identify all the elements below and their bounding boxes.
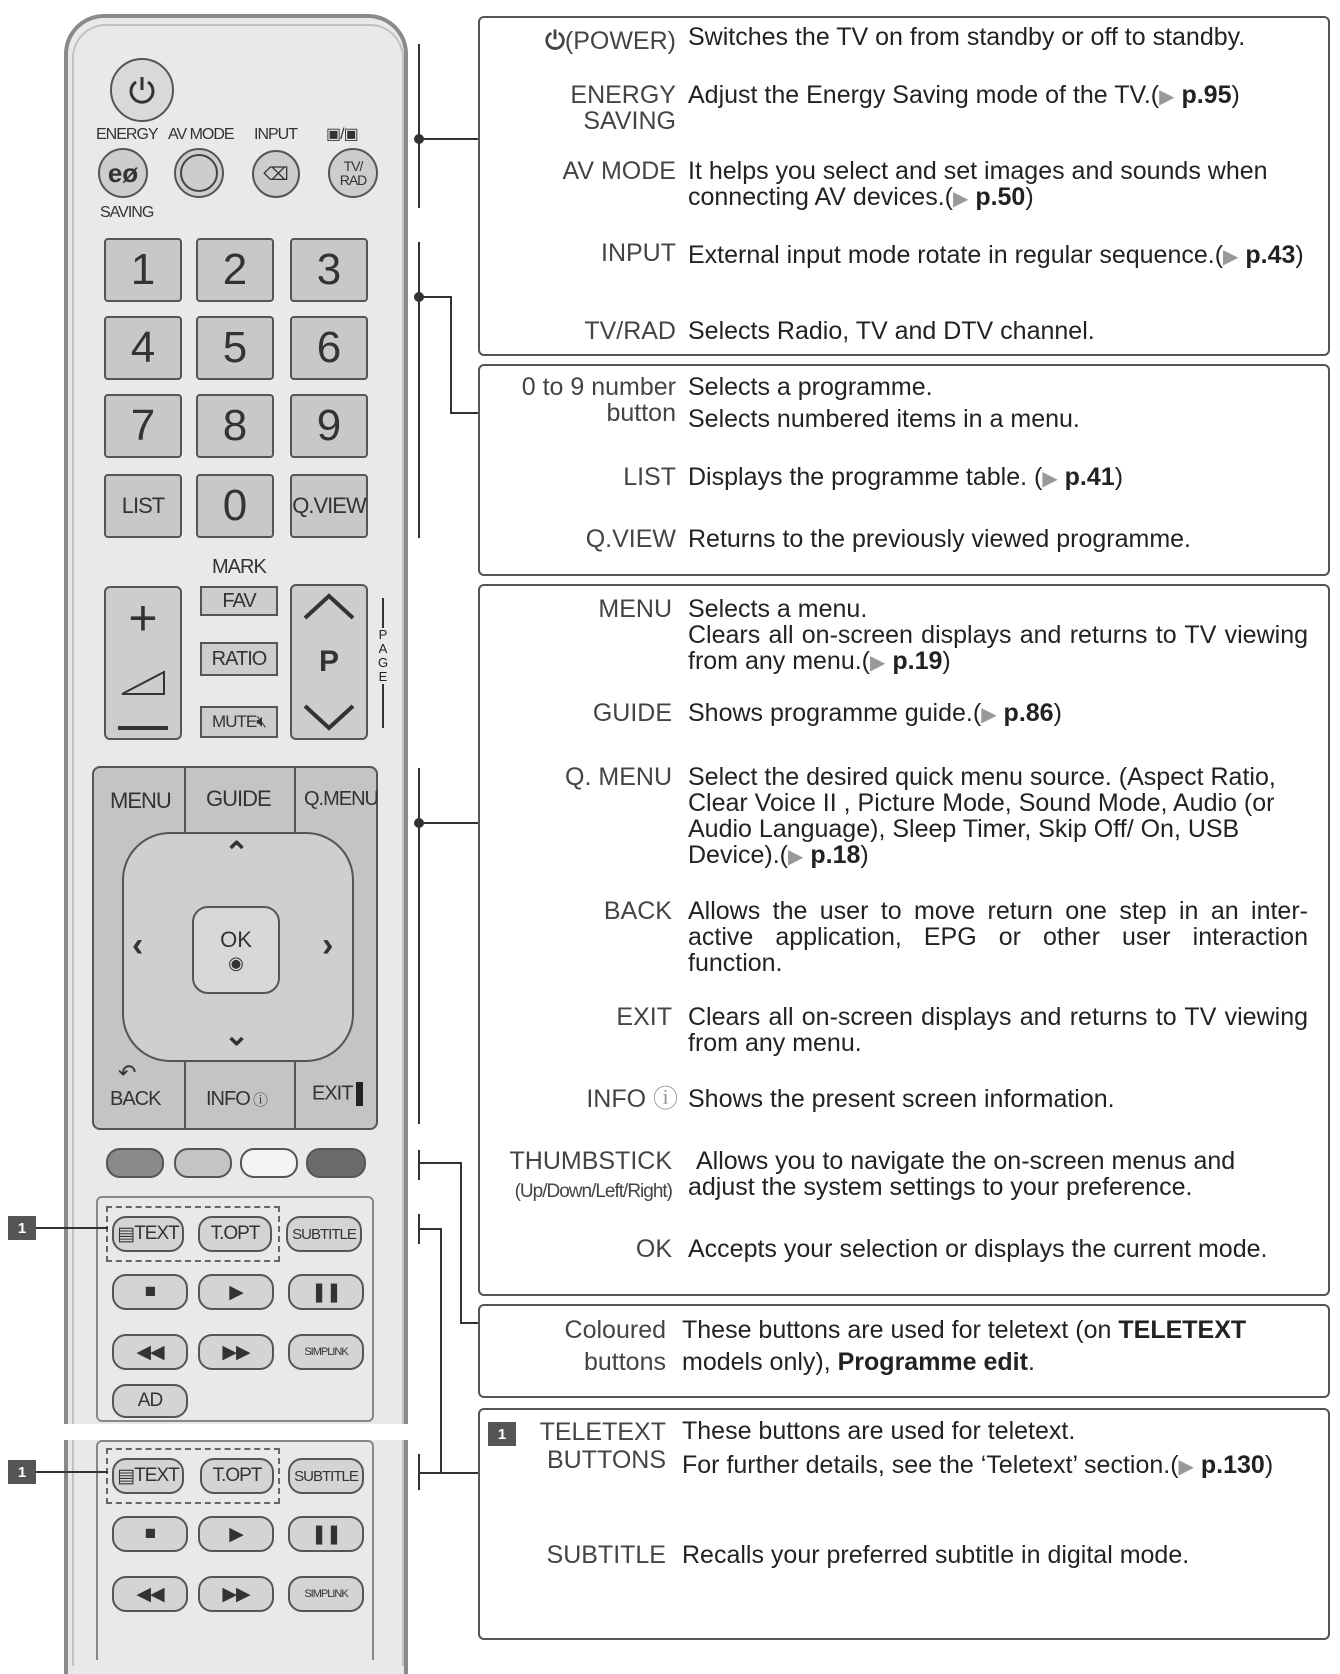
pause-button[interactable] bbox=[288, 1274, 364, 1310]
exit-name: EXIT bbox=[616, 1003, 672, 1031]
avmode-label: AV MODE bbox=[168, 126, 234, 143]
topt-button[interactable]: T.OPT bbox=[198, 1216, 272, 1252]
rewind-icon: ◀◀ bbox=[136, 1341, 164, 1363]
number-desc-2: Selects numbered items in a menu. bbox=[688, 405, 1080, 433]
up-arrow-icon[interactable]: ⌃ bbox=[224, 837, 249, 870]
play-icon: ▶ bbox=[229, 1523, 243, 1545]
ratio-button[interactable]: RATIO bbox=[200, 642, 278, 676]
energy-desc: Adjust the Energy Saving mode of the TV.(▶ p.95) bbox=[688, 81, 1240, 109]
ok-dot-icon: ◉ bbox=[228, 952, 244, 973]
energy-saving-button[interactable] bbox=[98, 148, 148, 198]
input-desc: External input mode rotate in regular sequence.(▶ p.43) bbox=[688, 241, 1304, 269]
fav-button[interactable]: FAV bbox=[200, 586, 278, 616]
info-icon: ⓘ bbox=[249, 1092, 267, 1109]
connector-4a bbox=[418, 1162, 460, 1164]
mute-button[interactable] bbox=[200, 706, 278, 738]
volume-down-icon bbox=[118, 726, 168, 730]
number-button-6[interactable]: 6 bbox=[290, 316, 368, 380]
ref-arrow-icon: ▶ bbox=[870, 652, 886, 674]
nav-divider-4 bbox=[294, 1062, 296, 1128]
ref-arrow-icon: ▶ bbox=[1159, 86, 1175, 108]
tvrad-desc: Selects Radio, TV and DTV channel. bbox=[688, 317, 1095, 345]
avmode-name: AV MODE bbox=[562, 157, 676, 185]
volume-icon bbox=[120, 670, 166, 696]
input-label: INPUT bbox=[254, 126, 297, 143]
subtitle-button-2[interactable]: SUBTITLE bbox=[288, 1458, 364, 1494]
stop-button-2[interactable] bbox=[112, 1516, 188, 1552]
play-button[interactable] bbox=[198, 1274, 274, 1310]
qmenu-desc: Select the desired quick menu source. (Aspect Ratio, Clear Voice II , Picture Mode, Sound Mode, Audio (or Audio Language), Sleep Timer, Skip Off/ On, USB Device).(▶ p.18) bbox=[688, 763, 1276, 869]
subtitle-desc: Recalls your preferred subtitle in digital mode. bbox=[682, 1541, 1190, 1569]
programme-rocker[interactable] bbox=[290, 584, 368, 740]
volume-rocker[interactable] bbox=[104, 586, 182, 740]
teletext-desc-1: These buttons are used for teletext. bbox=[682, 1417, 1076, 1445]
coloured-desc: These buttons are used for teletext (on TELETEXT models only), Programme edit. bbox=[682, 1316, 1247, 1376]
guide-desc: Shows programme guide.(▶ p.86) bbox=[688, 699, 1062, 727]
teletext-marker-panel: 1 bbox=[488, 1422, 516, 1446]
page-indicator bbox=[376, 598, 392, 728]
green-button[interactable] bbox=[174, 1148, 232, 1178]
bracket-2 bbox=[418, 242, 420, 538]
info-name: INFO ⓘ bbox=[586, 1085, 678, 1113]
menu-button[interactable]: MENU bbox=[110, 788, 171, 813]
menu-desc-1: Selects a menu. bbox=[688, 595, 868, 623]
ring-icon bbox=[180, 154, 218, 192]
qview-name: Q.VIEW bbox=[585, 525, 676, 553]
qview-desc: Returns to the previously viewed programme. bbox=[688, 525, 1192, 553]
down-arrow-icon[interactable]: ⌄ bbox=[224, 1019, 249, 1052]
stop-icon: ■ bbox=[144, 1523, 156, 1544]
number-button-2[interactable]: 2 bbox=[196, 238, 274, 302]
menu-name: MENU bbox=[598, 595, 672, 623]
qmenu-name: Q. MENU bbox=[565, 763, 672, 791]
power-desc: Switches the TV on from standby or off to standby. bbox=[688, 23, 1246, 51]
connector-4c bbox=[460, 1322, 478, 1324]
info-label: INFO bbox=[206, 1088, 250, 1110]
number-button-3[interactable]: 3 bbox=[290, 238, 368, 302]
power-icon bbox=[125, 73, 159, 107]
stop-icon: ■ bbox=[144, 1281, 156, 1302]
connector-2a bbox=[418, 296, 450, 298]
text-button-2[interactable] bbox=[112, 1458, 184, 1494]
connector-5b bbox=[440, 1228, 442, 1472]
number-button-8[interactable]: 8 bbox=[196, 394, 274, 458]
info-button[interactable] bbox=[206, 1088, 267, 1111]
text-label: TEXT bbox=[134, 1465, 179, 1486]
mark-label: MARK bbox=[212, 556, 266, 578]
ad-button[interactable]: AD bbox=[112, 1384, 188, 1418]
page-label: PAGE bbox=[377, 627, 389, 684]
nav-divider-3 bbox=[184, 1062, 186, 1128]
teletext-marker-2: 1 bbox=[8, 1460, 36, 1484]
leaf-icon: eø bbox=[107, 157, 139, 188]
thumbstick-name: THUMBSTICK bbox=[509, 1147, 672, 1175]
subtitle-button[interactable]: SUBTITLE bbox=[286, 1216, 362, 1252]
connector-5a bbox=[418, 1228, 440, 1230]
ok-name: OK bbox=[635, 1235, 672, 1263]
bracket-4 bbox=[418, 1150, 420, 1180]
avmode-desc: It helps you select and set images and sounds when connecting AV devices.(▶ p.50) bbox=[688, 157, 1268, 211]
left-arrow-icon[interactable]: ‹ bbox=[132, 926, 143, 964]
ref-arrow-icon: ▶ bbox=[952, 188, 969, 210]
input-icon: ⌫ bbox=[263, 163, 289, 184]
ok-button[interactable] bbox=[192, 906, 280, 994]
simplink-button-2[interactable]: SIMPLINK bbox=[288, 1576, 364, 1612]
number-name: 0 to 9 number button bbox=[521, 373, 676, 427]
tvrad-name: TV/RAD bbox=[584, 317, 676, 345]
power-name: ⏻︎(POWER) bbox=[545, 27, 676, 55]
number-button-4[interactable]: 4 bbox=[104, 316, 182, 380]
stop-button[interactable] bbox=[112, 1274, 188, 1310]
subtitle-name: SUBTITLE bbox=[546, 1541, 666, 1569]
pause-icon: ❚❚ bbox=[311, 1281, 341, 1303]
teletext-name: TELETEXT BUTTONS bbox=[539, 1418, 666, 1474]
number-button-7[interactable]: 7 bbox=[104, 394, 182, 458]
rewind-button-2[interactable] bbox=[112, 1576, 188, 1612]
ref-arrow-icon: ▶ bbox=[981, 704, 997, 726]
number-button-9[interactable]: 9 bbox=[290, 394, 368, 458]
text-button[interactable] bbox=[112, 1216, 184, 1252]
ref-arrow-icon: ▶ bbox=[1223, 246, 1239, 268]
exit-desc: Clears all on-screen displays and returns to TV viewing from any menu. bbox=[688, 1003, 1308, 1057]
info-icon: ⓘ bbox=[652, 1085, 678, 1113]
av-mode-button[interactable] bbox=[174, 148, 224, 198]
pause-button-2[interactable] bbox=[288, 1516, 364, 1552]
list-button[interactable]: LIST bbox=[104, 474, 182, 538]
marker-1-line bbox=[36, 1227, 108, 1229]
energy-name: ENERGY SAVING bbox=[570, 81, 676, 135]
back-name: BACK bbox=[603, 897, 672, 925]
info-desc: Shows the present screen information. bbox=[688, 1085, 1115, 1113]
connector-1 bbox=[418, 138, 478, 140]
number-button-5[interactable]: 5 bbox=[196, 316, 274, 380]
number-button-0[interactable]: 0 bbox=[196, 474, 274, 538]
list-desc: Displays the programme table. (▶ p.41) bbox=[688, 463, 1124, 491]
text-icon: ▤ bbox=[117, 1223, 135, 1245]
ref-arrow-icon: ▶ bbox=[788, 846, 804, 868]
fast-forward-icon: ▶▶ bbox=[222, 1583, 250, 1605]
qmenu-button[interactable]: Q.MENU bbox=[304, 788, 378, 810]
simplink-button[interactable]: SIMPLINK bbox=[288, 1334, 364, 1370]
mute-icon: 🔇︎ bbox=[256, 712, 266, 731]
connector-5c bbox=[418, 1472, 478, 1474]
thumbstick-sub: (Up/Down/Left/Right) bbox=[514, 1181, 672, 1202]
fast-forward-icon: ▶▶ bbox=[222, 1341, 250, 1363]
bracket-1 bbox=[418, 44, 420, 208]
connector-3 bbox=[418, 822, 478, 824]
connector-2b bbox=[450, 296, 452, 412]
teletext-desc-2: For further details, see the ‘Teletext’ section.(▶ p.130) bbox=[682, 1451, 1274, 1479]
mute-label: MUTE bbox=[212, 712, 257, 731]
back-button[interactable]: BACK bbox=[110, 1088, 161, 1110]
connector-2c bbox=[450, 412, 478, 414]
exit-label: EXIT bbox=[312, 1082, 353, 1105]
topt-button-2[interactable]: T.OPT bbox=[200, 1458, 274, 1494]
red-button[interactable] bbox=[106, 1148, 164, 1178]
energy-label: ENERGY bbox=[96, 126, 158, 143]
qview-button[interactable]: Q.VIEW bbox=[290, 474, 368, 538]
input-button[interactable] bbox=[252, 150, 300, 198]
ok-desc: Accepts your selection or displays the current mode. bbox=[688, 1235, 1268, 1263]
programme-label: P bbox=[318, 645, 339, 678]
power-icon: ⏻︎ bbox=[545, 27, 565, 55]
back-icon: ↶ bbox=[118, 1060, 136, 1085]
text-icon: ▤ bbox=[117, 1465, 135, 1487]
yellow-button[interactable] bbox=[240, 1148, 298, 1178]
variant-separator bbox=[60, 1424, 412, 1440]
blue-button[interactable] bbox=[306, 1148, 366, 1178]
number-button-1[interactable]: 1 bbox=[104, 238, 182, 302]
pause-icon: ❚❚ bbox=[311, 1523, 341, 1545]
guide-name: GUIDE bbox=[592, 699, 672, 727]
thumbstick-desc: Allows you to navigate the on-screen menus and adjust the system settings to your preference. bbox=[688, 1147, 1236, 1201]
coloured-name: Coloured buttons bbox=[564, 1316, 666, 1376]
fast-forward-button-2[interactable] bbox=[198, 1576, 274, 1612]
volume-up-icon: + bbox=[128, 590, 158, 646]
guide-button[interactable]: GUIDE bbox=[206, 786, 271, 811]
marker-2-line bbox=[36, 1471, 108, 1473]
fast-forward-button[interactable] bbox=[198, 1334, 274, 1370]
number-desc-1: Selects a programme. bbox=[688, 373, 933, 401]
exit-button[interactable] bbox=[312, 1082, 363, 1106]
tv-rad-button[interactable]: TV/ RAD bbox=[328, 148, 378, 198]
rewind-icon: ◀◀ bbox=[136, 1583, 164, 1605]
right-arrow-icon[interactable]: › bbox=[322, 926, 333, 964]
saving-label: SAVING bbox=[100, 204, 154, 221]
teletext-marker-1: 1 bbox=[8, 1216, 36, 1240]
rewind-button[interactable] bbox=[112, 1334, 188, 1370]
programme-up-icon bbox=[301, 592, 357, 622]
play-icon: ▶ bbox=[229, 1281, 243, 1303]
play-button-2[interactable] bbox=[198, 1516, 274, 1552]
nav-divider-1 bbox=[184, 768, 186, 832]
back-desc: Allows the user to move return one step in an inter-active application, EPG or other user interaction function. bbox=[688, 897, 1308, 977]
ok-label: OK bbox=[220, 926, 252, 952]
tvrad-top-icon: ▣/▣ bbox=[326, 126, 358, 143]
connector-4b bbox=[460, 1162, 462, 1322]
nav-divider-2 bbox=[294, 768, 296, 832]
menu-desc-2: Clears all on-screen displays and returns to TV viewing from any menu.(▶ p.19) bbox=[688, 621, 1308, 675]
programme-down-icon bbox=[301, 702, 357, 732]
exit-icon bbox=[356, 1082, 363, 1106]
power-button[interactable] bbox=[110, 58, 174, 122]
list-name: LIST bbox=[623, 463, 676, 491]
input-name: INPUT bbox=[601, 239, 676, 267]
text-label: TEXT bbox=[134, 1223, 179, 1244]
ref-arrow-icon: ▶ bbox=[1178, 1456, 1194, 1478]
ref-arrow-icon: ▶ bbox=[1042, 468, 1058, 490]
